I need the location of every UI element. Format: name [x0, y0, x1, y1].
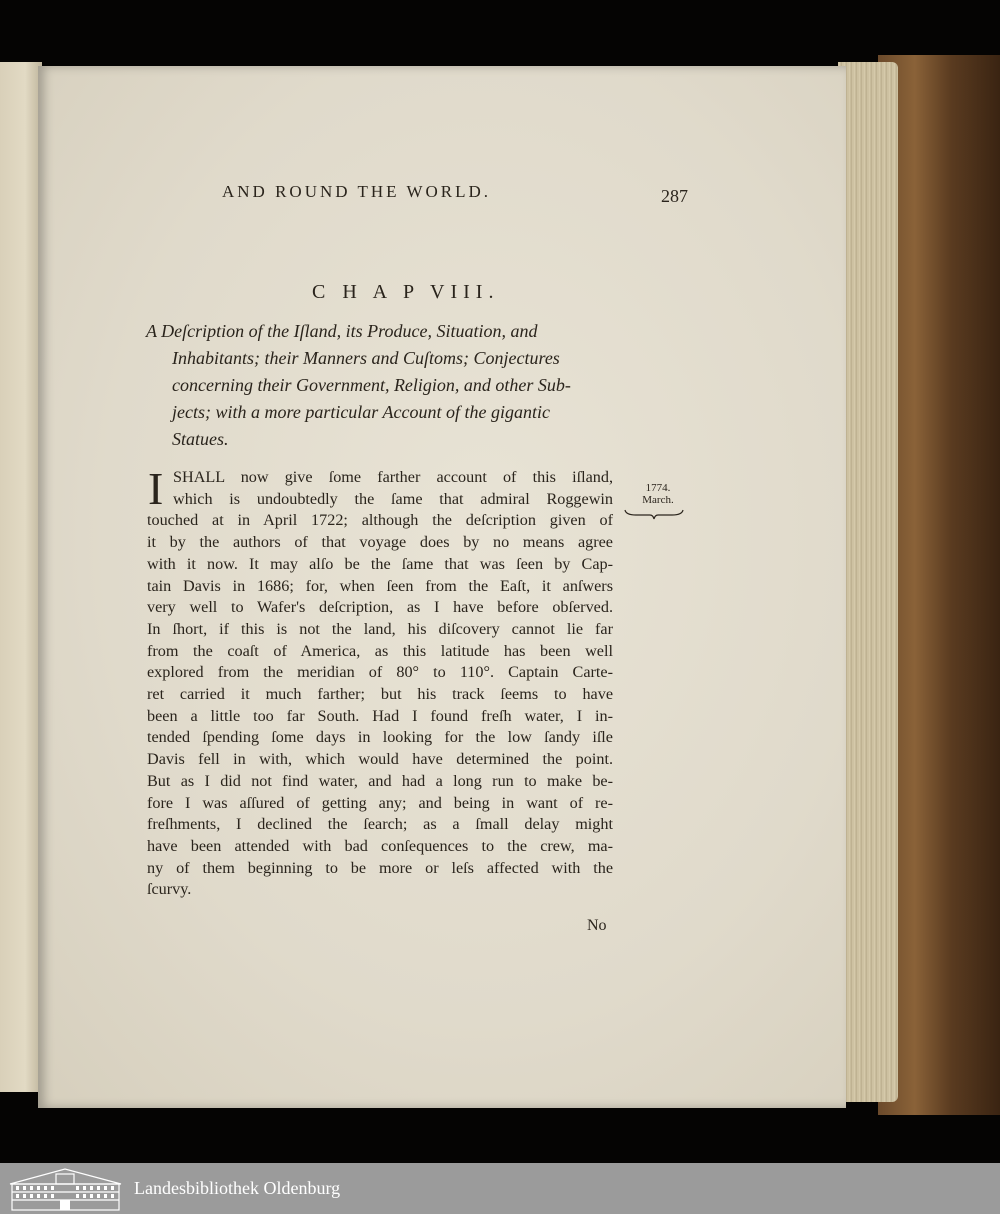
text-line: In ſhort, if this is not the land, his diſcovery cannot lie far: [147, 619, 613, 638]
text-line: with it now. It may alſo be the ſame that was ſeen by Cap-: [147, 554, 613, 573]
text-line: SHALL now give ſome farther account of this iſland,: [173, 468, 613, 486]
text-line: But as I did not find water, and had a long run to make be-: [147, 771, 613, 790]
text-line: tended ſpending ſome days in looking for the low ſandy iſle: [147, 728, 613, 747]
text-line: have been attended with bad conſequences to the crew, ma-: [147, 836, 613, 855]
page-number: 287: [661, 186, 688, 206]
margin-note: [630, 482, 686, 506]
footer-bar: [0, 1163, 1000, 1214]
text-line: tain Davis in 1686; for, when ſeen from the Eaſt, it anſwers: [147, 576, 613, 595]
text-line: explored from the meridian of 80° to 110°. Captain Carte-: [147, 663, 613, 682]
text-line: which is undoubtedly the ſame that admiral Roggewin: [173, 489, 613, 508]
text-line: been a little too far South. Had I found freſh water, I in-: [147, 706, 613, 725]
chapter-summary: [146, 318, 614, 453]
summary-line: A Deſcription of the Iſland, its Produce, Situation, and: [146, 321, 538, 341]
text-line: touched at in April 1722; although the deſcription given of: [147, 511, 613, 530]
text-line: ſcurvy.: [147, 880, 192, 899]
facing-page-edge: [0, 62, 42, 1092]
catchword: No: [587, 917, 607, 934]
text-line: from the coaſt of America, as this latitude has been well: [147, 641, 613, 660]
text-line: very well to Wafer's deſcription, as I have before obſerved.: [147, 598, 613, 617]
text-line: fore I was aſſured of getting any; and being in want of re-: [147, 793, 613, 812]
running-head: AND ROUND THE WORLD.: [222, 182, 492, 201]
text-line: it by the authors of that voyage does by no means agree: [147, 533, 613, 552]
page-edges: [838, 62, 898, 1102]
drop-cap: I: [148, 463, 164, 514]
summary-line: concerning their Government, Religion, and other Sub-: [172, 375, 571, 395]
text-line: freſhments, I declined the ſearch; as a ſmall delay might: [147, 815, 613, 834]
footer-library-name: Landesbibliothek Oldenburg: [134, 1178, 341, 1198]
margin-note-year: 1774.: [645, 482, 671, 494]
brace-icon: [624, 508, 684, 520]
summary-line: jects; with a more particular Account of the gigantic: [172, 402, 550, 422]
library-building-icon: [8, 1166, 123, 1212]
chapter-title: C H A P VIII.: [312, 281, 500, 303]
text-line: ret carried it much farther; but his track ſeems to have: [147, 685, 613, 704]
text-line: Davis fell in with, which would have determined the point.: [147, 750, 613, 769]
text-line: ny of them beginning to be more or leſs affected with the: [147, 858, 613, 877]
margin-note-month: March.: [642, 494, 674, 506]
summary-line: Inhabitants; their Manners and Cuſtoms; Conjectures: [172, 348, 560, 368]
summary-line: Statues.: [172, 429, 229, 449]
body-text: [147, 463, 613, 901]
